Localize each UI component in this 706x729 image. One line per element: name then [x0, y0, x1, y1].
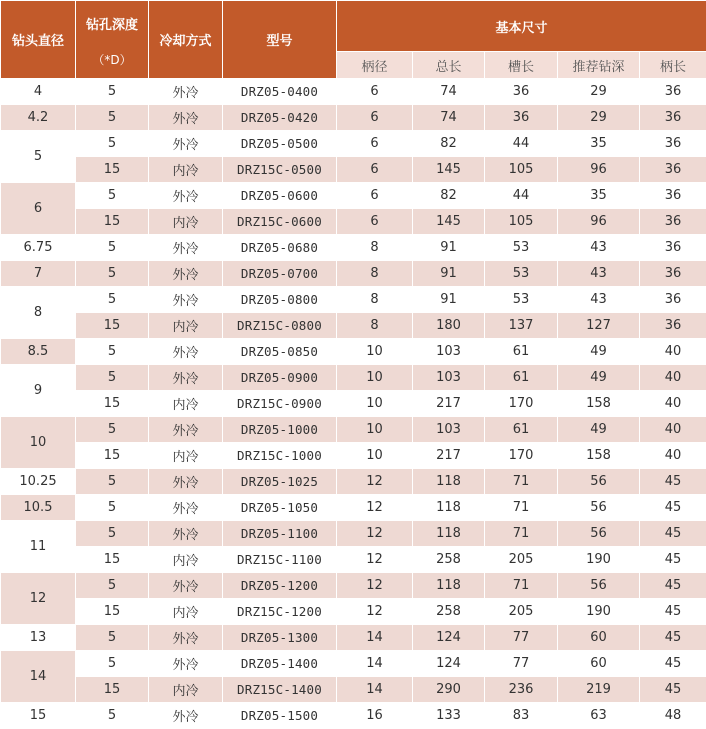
model-cell: DRZ15C-0800 [223, 313, 337, 339]
depth-cell: 5 [76, 183, 149, 209]
depth-cell: 5 [76, 365, 149, 391]
cooling-cell: 外冷 [149, 287, 223, 313]
flute-length-cell: 53 [485, 261, 558, 287]
model-cell: DRZ05-0800 [223, 287, 337, 313]
depth-cell: 5 [76, 521, 149, 547]
flute-length-cell: 105 [485, 209, 558, 235]
recommended-depth-cell: 43 [558, 287, 640, 313]
table-row [1, 573, 706, 599]
total-length-cell: 82 [413, 131, 485, 157]
cooling-cell: 内冷 [149, 313, 223, 339]
shank-length-cell: 40 [640, 443, 706, 469]
header-flute-length: 槽长 [485, 52, 558, 79]
model-cell: DRZ15C-1400 [223, 677, 337, 703]
header-shank-length: 柄长 [640, 52, 706, 79]
table-row [1, 209, 706, 235]
recommended-depth-cell: 49 [558, 339, 640, 365]
diameter-cell: 10.25 [1, 469, 76, 495]
flute-length-cell: 170 [485, 391, 558, 417]
flute-length-cell: 77 [485, 651, 558, 677]
table-row [1, 157, 706, 183]
recommended-depth-cell: 35 [558, 183, 640, 209]
shank-length-cell: 40 [640, 391, 706, 417]
diameter-cell: 7 [1, 261, 76, 287]
model-cell: DRZ05-0700 [223, 261, 337, 287]
recommended-depth-cell: 63 [558, 703, 640, 729]
table-row [1, 547, 706, 573]
shank-diameter-cell: 14 [337, 625, 413, 651]
diameter-cell: 5 [1, 131, 76, 183]
cooling-cell: 外冷 [149, 105, 223, 131]
recommended-depth-cell: 35 [558, 131, 640, 157]
total-length-cell: 82 [413, 183, 485, 209]
diameter-cell: 4.2 [1, 105, 76, 131]
header-depth-label: 钻孔深度 [76, 14, 148, 33]
shank-diameter-cell: 12 [337, 547, 413, 573]
table-row [1, 703, 706, 729]
model-cell: DRZ05-0500 [223, 131, 337, 157]
header-depth [76, 1, 149, 79]
depth-cell: 15 [76, 677, 149, 703]
header-shank-diameter: 柄径 [337, 52, 413, 79]
total-length-cell: 103 [413, 339, 485, 365]
cooling-cell: 内冷 [149, 599, 223, 625]
table-row [1, 339, 706, 365]
diameter-cell: 8.5 [1, 339, 76, 365]
cooling-cell: 外冷 [149, 79, 223, 105]
shank-length-cell: 36 [640, 105, 706, 131]
total-length-cell: 290 [413, 677, 485, 703]
header-diameter: 钻头直径 [1, 1, 76, 79]
recommended-depth-cell: 56 [558, 469, 640, 495]
cooling-cell: 内冷 [149, 547, 223, 573]
flute-length-cell: 236 [485, 677, 558, 703]
recommended-depth-cell: 56 [558, 495, 640, 521]
total-length-cell: 74 [413, 79, 485, 105]
flute-length-cell: 71 [485, 469, 558, 495]
recommended-depth-cell: 43 [558, 235, 640, 261]
model-cell: DRZ15C-1000 [223, 443, 337, 469]
shank-diameter-cell: 12 [337, 599, 413, 625]
depth-cell: 15 [76, 599, 149, 625]
diameter-cell: 14 [1, 651, 76, 703]
model-cell: DRZ05-0420 [223, 105, 337, 131]
shank-diameter-cell: 6 [337, 79, 413, 105]
diameter-cell: 11 [1, 521, 76, 573]
table-row [1, 443, 706, 469]
flute-length-cell: 105 [485, 157, 558, 183]
shank-length-cell: 36 [640, 235, 706, 261]
total-length-cell: 145 [413, 209, 485, 235]
table-row [1, 495, 706, 521]
total-length-cell: 258 [413, 599, 485, 625]
table-body [1, 79, 706, 729]
table-row [1, 365, 706, 391]
flute-length-cell: 77 [485, 625, 558, 651]
diameter-cell: 4 [1, 79, 76, 105]
cooling-cell: 内冷 [149, 157, 223, 183]
table-row [1, 183, 706, 209]
diameter-cell: 10 [1, 417, 76, 469]
cooling-cell: 外冷 [149, 261, 223, 287]
shank-length-cell: 36 [640, 287, 706, 313]
depth-cell: 15 [76, 391, 149, 417]
model-cell: DRZ15C-0600 [223, 209, 337, 235]
total-length-cell: 258 [413, 547, 485, 573]
table-row [1, 599, 706, 625]
flute-length-cell: 170 [485, 443, 558, 469]
depth-cell: 5 [76, 573, 149, 599]
shank-diameter-cell: 10 [337, 339, 413, 365]
cooling-cell: 外冷 [149, 365, 223, 391]
shank-length-cell: 45 [640, 651, 706, 677]
shank-diameter-cell: 10 [337, 443, 413, 469]
recommended-depth-cell: 158 [558, 443, 640, 469]
table-row [1, 625, 706, 651]
total-length-cell: 118 [413, 469, 485, 495]
model-cell: DRZ05-1200 [223, 573, 337, 599]
recommended-depth-cell: 29 [558, 79, 640, 105]
shank-diameter-cell: 14 [337, 677, 413, 703]
cooling-cell: 外冷 [149, 339, 223, 365]
shank-length-cell: 40 [640, 417, 706, 443]
header-recommended-depth: 推荐钻深 [558, 52, 640, 79]
table-row [1, 469, 706, 495]
shank-length-cell: 45 [640, 625, 706, 651]
shank-diameter-cell: 16 [337, 703, 413, 729]
total-length-cell: 133 [413, 703, 485, 729]
diameter-cell: 13 [1, 625, 76, 651]
recommended-depth-cell: 56 [558, 521, 640, 547]
model-cell: DRZ05-0900 [223, 365, 337, 391]
table-row [1, 131, 706, 157]
shank-length-cell: 36 [640, 79, 706, 105]
diameter-cell: 12 [1, 573, 76, 625]
total-length-cell: 145 [413, 157, 485, 183]
flute-length-cell: 53 [485, 235, 558, 261]
depth-cell: 5 [76, 131, 149, 157]
shank-length-cell: 45 [640, 599, 706, 625]
cooling-cell: 外冷 [149, 469, 223, 495]
table-row [1, 235, 706, 261]
depth-cell: 15 [76, 209, 149, 235]
shank-length-cell: 45 [640, 521, 706, 547]
recommended-depth-cell: 96 [558, 157, 640, 183]
header-total-length: 总长 [413, 52, 485, 79]
cooling-cell: 外冷 [149, 183, 223, 209]
flute-length-cell: 61 [485, 417, 558, 443]
depth-cell: 5 [76, 105, 149, 131]
depth-cell: 5 [76, 495, 149, 521]
model-cell: DRZ15C-0900 [223, 391, 337, 417]
model-cell: DRZ05-0850 [223, 339, 337, 365]
flute-length-cell: 36 [485, 79, 558, 105]
shank-diameter-cell: 8 [337, 313, 413, 339]
recommended-depth-cell: 60 [558, 651, 640, 677]
diameter-cell: 6 [1, 183, 76, 235]
table-row [1, 391, 706, 417]
depth-cell: 5 [76, 79, 149, 105]
shank-diameter-cell: 12 [337, 495, 413, 521]
flute-length-cell: 44 [485, 131, 558, 157]
cooling-cell: 内冷 [149, 391, 223, 417]
cooling-cell: 外冷 [149, 417, 223, 443]
shank-length-cell: 45 [640, 547, 706, 573]
depth-cell: 5 [76, 703, 149, 729]
shank-length-cell: 45 [640, 469, 706, 495]
table-row [1, 313, 706, 339]
shank-diameter-cell: 8 [337, 261, 413, 287]
flute-length-cell: 83 [485, 703, 558, 729]
shank-diameter-cell: 6 [337, 209, 413, 235]
depth-cell: 5 [76, 625, 149, 651]
depth-cell: 5 [76, 469, 149, 495]
shank-diameter-cell: 14 [337, 651, 413, 677]
cooling-cell: 内冷 [149, 443, 223, 469]
header-basic-dimensions: 基本尺寸 [337, 1, 706, 52]
shank-length-cell: 36 [640, 209, 706, 235]
model-cell: DRZ05-1050 [223, 495, 337, 521]
flute-length-cell: 61 [485, 339, 558, 365]
total-length-cell: 91 [413, 235, 485, 261]
shank-diameter-cell: 12 [337, 521, 413, 547]
shank-length-cell: 36 [640, 313, 706, 339]
shank-diameter-cell: 12 [337, 469, 413, 495]
recommended-depth-cell: 219 [558, 677, 640, 703]
shank-diameter-cell: 8 [337, 235, 413, 261]
flute-length-cell: 137 [485, 313, 558, 339]
table-row [1, 261, 706, 287]
model-cell: DRZ15C-1200 [223, 599, 337, 625]
cooling-cell: 内冷 [149, 677, 223, 703]
shank-diameter-cell: 6 [337, 183, 413, 209]
cooling-cell: 外冷 [149, 573, 223, 599]
depth-cell: 5 [76, 287, 149, 313]
shank-length-cell: 45 [640, 573, 706, 599]
total-length-cell: 74 [413, 105, 485, 131]
depth-cell: 5 [76, 651, 149, 677]
total-length-cell: 118 [413, 521, 485, 547]
model-cell: DRZ05-1025 [223, 469, 337, 495]
recommended-depth-cell: 29 [558, 105, 640, 131]
model-cell: DRZ15C-0500 [223, 157, 337, 183]
diameter-cell: 15 [1, 703, 76, 729]
shank-length-cell: 36 [640, 157, 706, 183]
flute-length-cell: 53 [485, 287, 558, 313]
flute-length-cell: 44 [485, 183, 558, 209]
header-cooling: 冷却方式 [149, 1, 223, 79]
recommended-depth-cell: 127 [558, 313, 640, 339]
model-cell: DRZ15C-1100 [223, 547, 337, 573]
cooling-cell: 外冷 [149, 625, 223, 651]
flute-length-cell: 71 [485, 495, 558, 521]
recommended-depth-cell: 60 [558, 625, 640, 651]
shank-length-cell: 40 [640, 339, 706, 365]
cooling-cell: 外冷 [149, 521, 223, 547]
shank-diameter-cell: 12 [337, 573, 413, 599]
depth-cell: 5 [76, 339, 149, 365]
model-cell: DRZ05-1500 [223, 703, 337, 729]
shank-length-cell: 36 [640, 131, 706, 157]
total-length-cell: 217 [413, 391, 485, 417]
flute-length-cell: 71 [485, 521, 558, 547]
recommended-depth-cell: 158 [558, 391, 640, 417]
flute-length-cell: 205 [485, 599, 558, 625]
cooling-cell: 外冷 [149, 235, 223, 261]
recommended-depth-cell: 49 [558, 417, 640, 443]
depth-cell: 15 [76, 443, 149, 469]
shank-length-cell: 36 [640, 183, 706, 209]
shank-diameter-cell: 10 [337, 417, 413, 443]
shank-diameter-cell: 10 [337, 365, 413, 391]
depth-cell: 5 [76, 417, 149, 443]
shank-diameter-cell: 6 [337, 105, 413, 131]
diameter-cell: 10.5 [1, 495, 76, 521]
shank-length-cell: 45 [640, 677, 706, 703]
shank-length-cell: 48 [640, 703, 706, 729]
depth-cell: 15 [76, 313, 149, 339]
model-cell: DRZ05-1400 [223, 651, 337, 677]
flute-length-cell: 61 [485, 365, 558, 391]
total-length-cell: 103 [413, 365, 485, 391]
recommended-depth-cell: 43 [558, 261, 640, 287]
cooling-cell: 外冷 [149, 495, 223, 521]
shank-diameter-cell: 8 [337, 287, 413, 313]
cooling-cell: 内冷 [149, 209, 223, 235]
model-cell: DRZ05-0400 [223, 79, 337, 105]
total-length-cell: 124 [413, 651, 485, 677]
table-row [1, 287, 706, 313]
total-length-cell: 91 [413, 287, 485, 313]
model-cell: DRZ05-1100 [223, 521, 337, 547]
flute-length-cell: 205 [485, 547, 558, 573]
recommended-depth-cell: 49 [558, 365, 640, 391]
flute-length-cell: 71 [485, 573, 558, 599]
total-length-cell: 217 [413, 443, 485, 469]
table-row [1, 417, 706, 443]
total-length-cell: 103 [413, 417, 485, 443]
table-row [1, 105, 706, 131]
total-length-cell: 180 [413, 313, 485, 339]
model-cell: DRZ05-1000 [223, 417, 337, 443]
recommended-depth-cell: 56 [558, 573, 640, 599]
cooling-cell: 外冷 [149, 703, 223, 729]
model-cell: DRZ05-0680 [223, 235, 337, 261]
recommended-depth-cell: 190 [558, 599, 640, 625]
recommended-depth-cell: 190 [558, 547, 640, 573]
diameter-cell: 8 [1, 287, 76, 339]
cooling-cell: 外冷 [149, 651, 223, 677]
depth-cell: 5 [76, 261, 149, 287]
table-row [1, 651, 706, 677]
depth-cell: 15 [76, 547, 149, 573]
shank-length-cell: 36 [640, 261, 706, 287]
diameter-cell: 6.75 [1, 235, 76, 261]
total-length-cell: 118 [413, 495, 485, 521]
shank-length-cell: 40 [640, 365, 706, 391]
table-row [1, 79, 706, 105]
total-length-cell: 124 [413, 625, 485, 651]
model-cell: DRZ05-0600 [223, 183, 337, 209]
total-length-cell: 91 [413, 261, 485, 287]
model-cell: DRZ05-1300 [223, 625, 337, 651]
diameter-cell: 9 [1, 365, 76, 417]
header-model: 型号 [223, 1, 337, 79]
flute-length-cell: 36 [485, 105, 558, 131]
depth-cell: 15 [76, 157, 149, 183]
shank-diameter-cell: 6 [337, 157, 413, 183]
total-length-cell: 118 [413, 573, 485, 599]
shank-diameter-cell: 10 [337, 391, 413, 417]
table-row [1, 521, 706, 547]
cooling-cell: 外冷 [149, 131, 223, 157]
shank-length-cell: 45 [640, 495, 706, 521]
shank-diameter-cell: 6 [337, 131, 413, 157]
header-depth-unit: （*D） [76, 51, 148, 68]
recommended-depth-cell: 96 [558, 209, 640, 235]
depth-cell: 5 [76, 235, 149, 261]
table-row [1, 677, 706, 703]
